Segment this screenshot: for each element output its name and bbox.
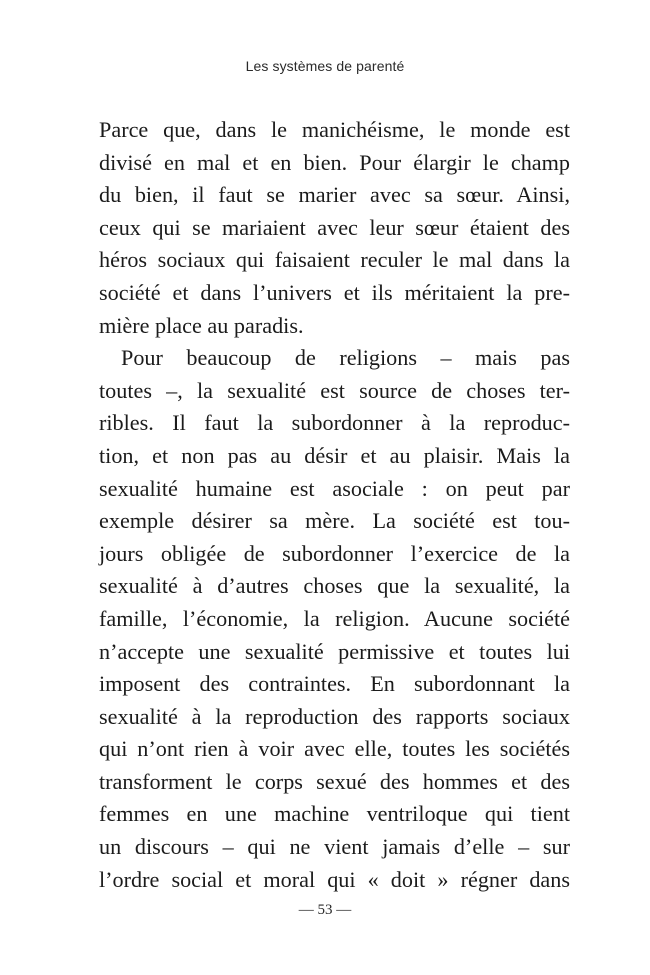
text-line: tion, et non pas au désir et au plaisir. Mais la — [99, 442, 570, 468]
text-line: sexualité à d’autres choses que la sexualité, la — [99, 573, 570, 599]
text-line: société et dans l’univers et ils méritaient la pre- — [99, 279, 570, 305]
text-line: Pour beaucoup de religions – mais pas — [121, 345, 570, 371]
text-line: héros sociaux qui faisaient reculer le mal dans la — [99, 247, 570, 273]
text-line: divisé en mal et en bien. Pour élargir le champ — [99, 149, 570, 175]
text-line: transforment le corps sexué des hommes et des — [99, 768, 570, 794]
text-line: un discours – qui ne vient jamais d’elle – sur — [99, 834, 570, 860]
text-line: du bien, il faut se marier avec sa sœur. Ainsi, — [99, 182, 570, 208]
text-line: jours obligée de subordonner l’exercice de la — [99, 540, 570, 566]
text-line: l’ordre social et moral qui « doit » régner dans — [99, 866, 570, 892]
text-line: imposent des contraintes. En subordonnant la — [99, 671, 570, 697]
text-line: ribles. Il faut la subordonner à la reproduc- — [99, 410, 570, 436]
text-line: sexualité humaine est asociale : on peut par — [99, 475, 570, 501]
text-line: toutes –, la sexualité est source de choses ter- — [99, 377, 570, 403]
text-line: femmes en une machine ventriloque qui tient — [99, 801, 570, 827]
text-line: Parce que, dans le manichéisme, le monde est — [99, 117, 570, 142]
text-line: famille, l’économie, la religion. Aucune société — [99, 605, 570, 631]
text-line: qui n’ont rien à voir avec elle, toutes les sociétés — [99, 736, 570, 762]
text-line: sexualité à la reproduction des rapports sociaux — [99, 703, 570, 729]
page-number: — 53 — — [298, 902, 352, 918]
text-line: mière place au paradis. — [99, 312, 304, 338]
text-line: exemple désirer sa mère. La société est tou- — [99, 508, 570, 534]
body-text — [99, 114, 570, 896]
paragraph-1 — [99, 114, 570, 342]
running-head: Les systèmes de parenté — [245, 58, 405, 74]
text-line: n’accepte une sexualité permissive et toutes lui — [99, 638, 570, 664]
text-line: ceux qui se mariaient avec leur sœur étaient des — [99, 214, 570, 240]
paragraph-2 — [99, 342, 570, 896]
